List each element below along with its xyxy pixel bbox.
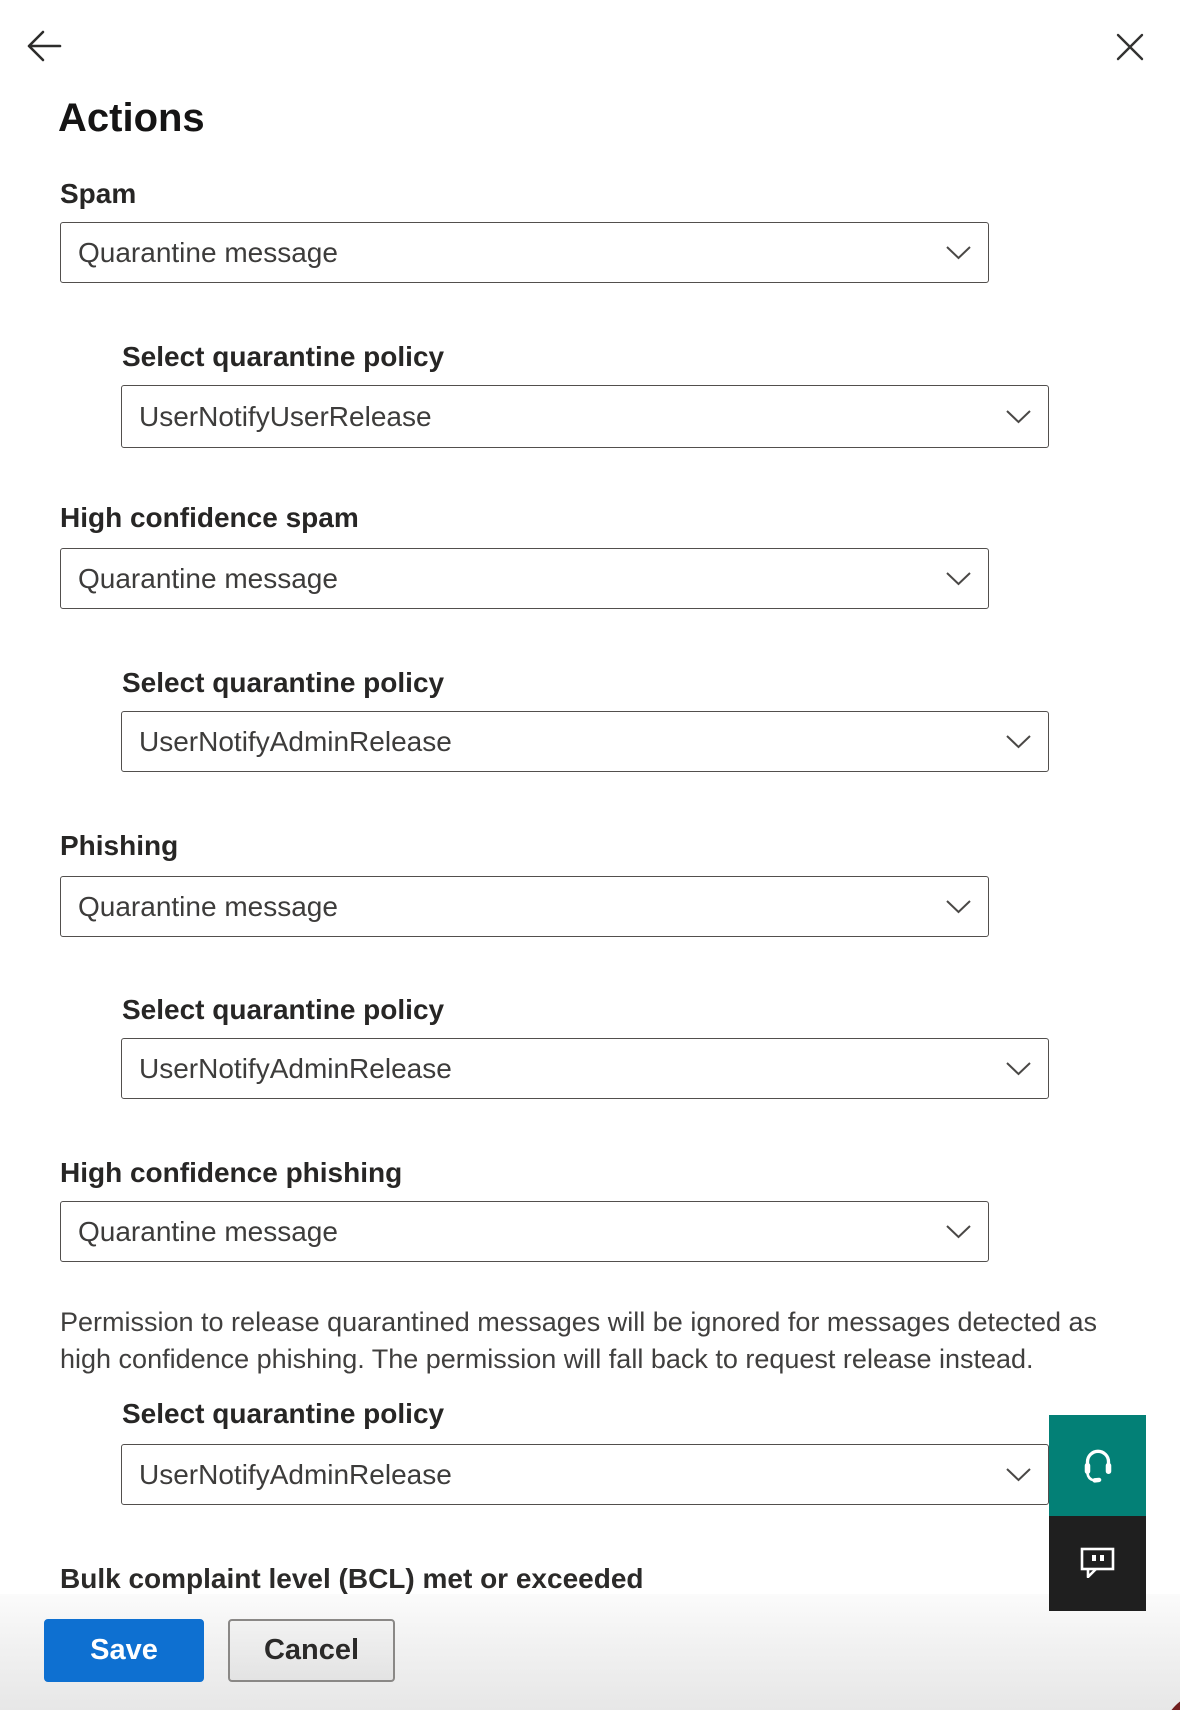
hcp-permission-note-line2: high confidence phishing. The permission will fall back to request release instead. xyxy=(60,1344,1034,1374)
phishing-label: Phishing xyxy=(60,830,179,861)
back-arrow-icon xyxy=(24,52,62,67)
save-button[interactable]: Save xyxy=(44,1619,204,1682)
chevron-down-icon xyxy=(1005,1467,1032,1482)
page-title: Actions xyxy=(58,96,205,140)
hcs-quarantine-policy-label: Select quarantine policy xyxy=(122,667,445,698)
chevron-down-icon xyxy=(1005,409,1032,424)
hcs-quarantine-policy-value: UserNotifyAdminRelease xyxy=(139,725,452,757)
support-button[interactable] xyxy=(1049,1415,1146,1516)
spam-label: Spam xyxy=(60,178,137,209)
close-icon xyxy=(1114,51,1146,66)
high-confidence-phishing-label: High confidence phishing xyxy=(60,1157,403,1188)
phishing-quarantine-policy-value: UserNotifyAdminRelease xyxy=(139,1052,452,1084)
spam-quarantine-policy-value: UserNotifyUserRelease xyxy=(139,400,432,432)
bulk-complaint-level-label: Bulk complaint level (BCL) met or exceeded xyxy=(60,1563,644,1594)
hcs-quarantine-policy-select[interactable] xyxy=(121,711,1049,772)
high-confidence-spam-action-value: Quarantine message xyxy=(78,562,338,594)
phishing-action-select[interactable] xyxy=(60,876,989,937)
hcp-permission-note-line1: Permission to release quarantined messages will be ignored for messages detected as xyxy=(60,1307,1098,1337)
hcp-quarantine-policy-label: Select quarantine policy xyxy=(122,1398,445,1429)
spam-quarantine-policy-label: Select quarantine policy xyxy=(122,341,445,372)
chevron-down-icon xyxy=(1005,1061,1032,1076)
spam-action-value: Quarantine message xyxy=(78,236,338,268)
hcp-quarantine-policy-select[interactable] xyxy=(121,1444,1049,1505)
chevron-down-icon xyxy=(1005,734,1032,749)
high-confidence-phishing-action-value: Quarantine message xyxy=(78,1215,338,1247)
feedback-button[interactable] xyxy=(1049,1516,1146,1611)
high-confidence-phishing-action-select[interactable] xyxy=(60,1201,989,1262)
high-confidence-spam-label: High confidence spam xyxy=(60,502,359,533)
headset-icon xyxy=(1078,1443,1118,1488)
hcp-quarantine-policy-value: UserNotifyAdminRelease xyxy=(139,1458,452,1490)
back-button[interactable] xyxy=(24,28,62,64)
phishing-quarantine-policy-label: Select quarantine policy xyxy=(122,994,445,1025)
high-confidence-spam-action-select[interactable] xyxy=(60,548,989,609)
chevron-down-icon xyxy=(945,571,972,586)
chat-bubble-icon xyxy=(1079,1546,1117,1581)
chevron-down-icon xyxy=(945,245,972,260)
phishing-quarantine-policy-select[interactable] xyxy=(121,1038,1049,1099)
close-button[interactable] xyxy=(1114,31,1146,63)
cancel-button[interactable]: Cancel xyxy=(228,1619,395,1682)
spam-action-select[interactable] xyxy=(60,222,989,283)
chevron-down-icon xyxy=(945,1224,972,1239)
chevron-down-icon xyxy=(945,899,972,914)
phishing-action-value: Quarantine message xyxy=(78,890,338,922)
spam-quarantine-policy-select[interactable] xyxy=(121,385,1049,448)
